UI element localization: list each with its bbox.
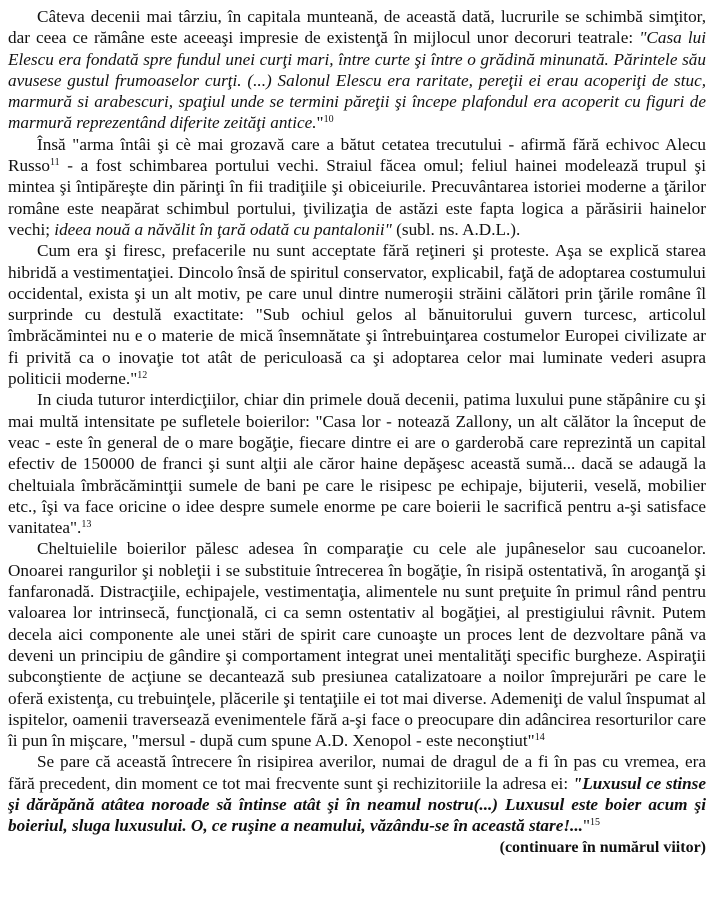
footnote-ref: 10 <box>323 114 334 126</box>
text-segment: - a fost schimbarea portului vechi. Straiul făcea omul; feliul hainei modelează trupul şi mintea şi întipăreşte din părinţi în fii tradiţiile şi obiceiurile. Precuvântarea istoriei moderne a ţărilor române este neapărat schimbul portului, ţivilizaţia de astăzi este fapta logica a părăsirii hainelor vechi; <box>8 156 706 239</box>
footnote-ref: 11 <box>50 157 60 169</box>
text-segment: In ciuda tuturor interdicţiilor, chiar din primele două decenii, patima luxului pune stăpânire cu şi mai multă intensitate pe sufletele boierilor: "Casa lor - notează Zallony, un alt călător la început de veac - este în general de o mare bogăţie, fiecare dintre ei are o garderobă care reprezintă un capital efectiv de 150000 de franci şi sunt alţii ale căror haine depăşesc această sumă... dacă se adaugă la cheltuiala îmbrăcămintţii sumele de bani pe care le risipesc pe echipaje, bijuterii, veselă, mobilier etc., îşi va face oricine o idee despre sumele enorme pe care boierii le sacrifică pentru a-şi satisface vanitatea". <box>8 390 706 538</box>
paragraph-2 <box>8 134 706 240</box>
paragraph-1 <box>8 6 706 134</box>
footnote-ref: 15 <box>589 817 600 829</box>
text-segment: Cum era şi firesc, prefacerile nu sunt acceptate fără reţineri şi proteste. Aşa se explică starea hibridă a vestimentaţiei. Dincolo însă de spiritul conservator, explicabil, faţă de adoptarea costumului occidental, exista şi un alt motiv, pe care unul dintre numeroşii străini călători prin ţările române îl surprinde cu destulă exactitate: "Sub ochiul gelos al bănuitorului guvern turcesc, articolul îmbrăcămintei nu e o materie de mică însemnătate şi întrebuinţarea costumelor Europei civilizate ar fi privită ca o inovaţie tot atât de periculoasă ca şi adoptarea celor mai luminate vederi asupra politicii moderne." <box>8 241 706 389</box>
footnote-ref: 14 <box>534 732 545 744</box>
quoted-text: "Casa lui Elescu era fondată spre fundul unei curţi mari, între curte şi între o grădină minunată. Părintele său avusese gustul frumoaselor curţi. (...) Salonul Elescu era raritate, pereţii ei erau acoperiţi de stuc, marmură si arabescuri, spaţiul unde se termini păreţii şi începe plafondul era acoperit cu figuri de marmură reprezentând diferite zeităţi antice. <box>8 28 706 133</box>
text-segment: " <box>582 816 590 836</box>
footnote-ref: 13 <box>81 519 92 531</box>
quoted-text-emphasis: "Luxusul ce stinse şi dărăpănă atâtea noroade să întinse atât şi în neamul nostru(...) Luxusul este boier acum şi boieriul, sluga luxusului. O, ce ruşine a neamului, văzându-se în această stare!... <box>8 773 706 836</box>
text-segment: Se pare că această întrecere în risipirea averilor, numai de dragul de a fi în pas cu vremea, era fără precedent, din moment ce tot mai frecvente sunt şi rechizitoriile la adresa ei: <box>8 752 706 793</box>
footnote-ref: 12 <box>137 370 148 382</box>
paragraph-3 <box>8 240 706 389</box>
paragraph-6 <box>8 751 706 836</box>
article-body <box>8 6 706 837</box>
continuation-note: (continuare în numărul viitor) <box>499 838 706 856</box>
text-segment: Câteva decenii mai târziu, în capitala munteană, de această dată, lucrurile se schimbă simţitor, dar ceea ce rămâne este aceeaşi impresie de existenţă în mijlocul unor decoruri teatrale: <box>8 7 706 48</box>
text-segment: (subl. ns. A.D.L.). <box>391 219 521 239</box>
paragraph-4 <box>8 389 706 538</box>
text-segment: Însă "arma întâi şi cè mai grozavă care a bătut cetatea trecutului - afirmă fără echivoc Alecu Russo <box>8 134 706 176</box>
text-segment: " <box>316 113 324 133</box>
quoted-text: ideea nouă a năvălit în ţară odată cu pantalonii" <box>54 219 392 239</box>
text-segment: Cheltuielile boierilor pălesc adesea în comparaţie cu cele ale jupâneselor sau cucoanelor. Onoarei rangurilor şi nobleţii i se substituie întrecerea în bogăţie, în risipă ostentativă, în aroganţă şi fanfaronadă. Distracţiile, echipajele, vestimentaţia, alimentele nu sunt preţuite în primul rând pentru valoarea lor intrinsecă, funcţională, ci ca semn ostentativ al bogăţiei, al prestigiului râvnit. Putem decela aici componente ale unei stări de spirit care cunoaşte un proces lent de dezvoltare până va deveni un principiu de gândire şi comportament integrat unei mentalităţi specific burgheze. Aspiraţii subconştiente de acţiune se decantează sub presiunea catalizatoare a noilor împrejurări pe care le oferă existenţa, cu trebuinţele, plăcerile şi tentaţiile ei tot mai diverse. Ademeniţi de valul înspumat al ispitelor, oamenii traversează evenimentele fără a-şi face o preocupare din adâncirea resorturilor care îi pun în mişcare, "mersul - după cum spune A.D. Xenopol - este neconştiut" <box>8 539 706 751</box>
paragraph-5 <box>8 538 706 751</box>
